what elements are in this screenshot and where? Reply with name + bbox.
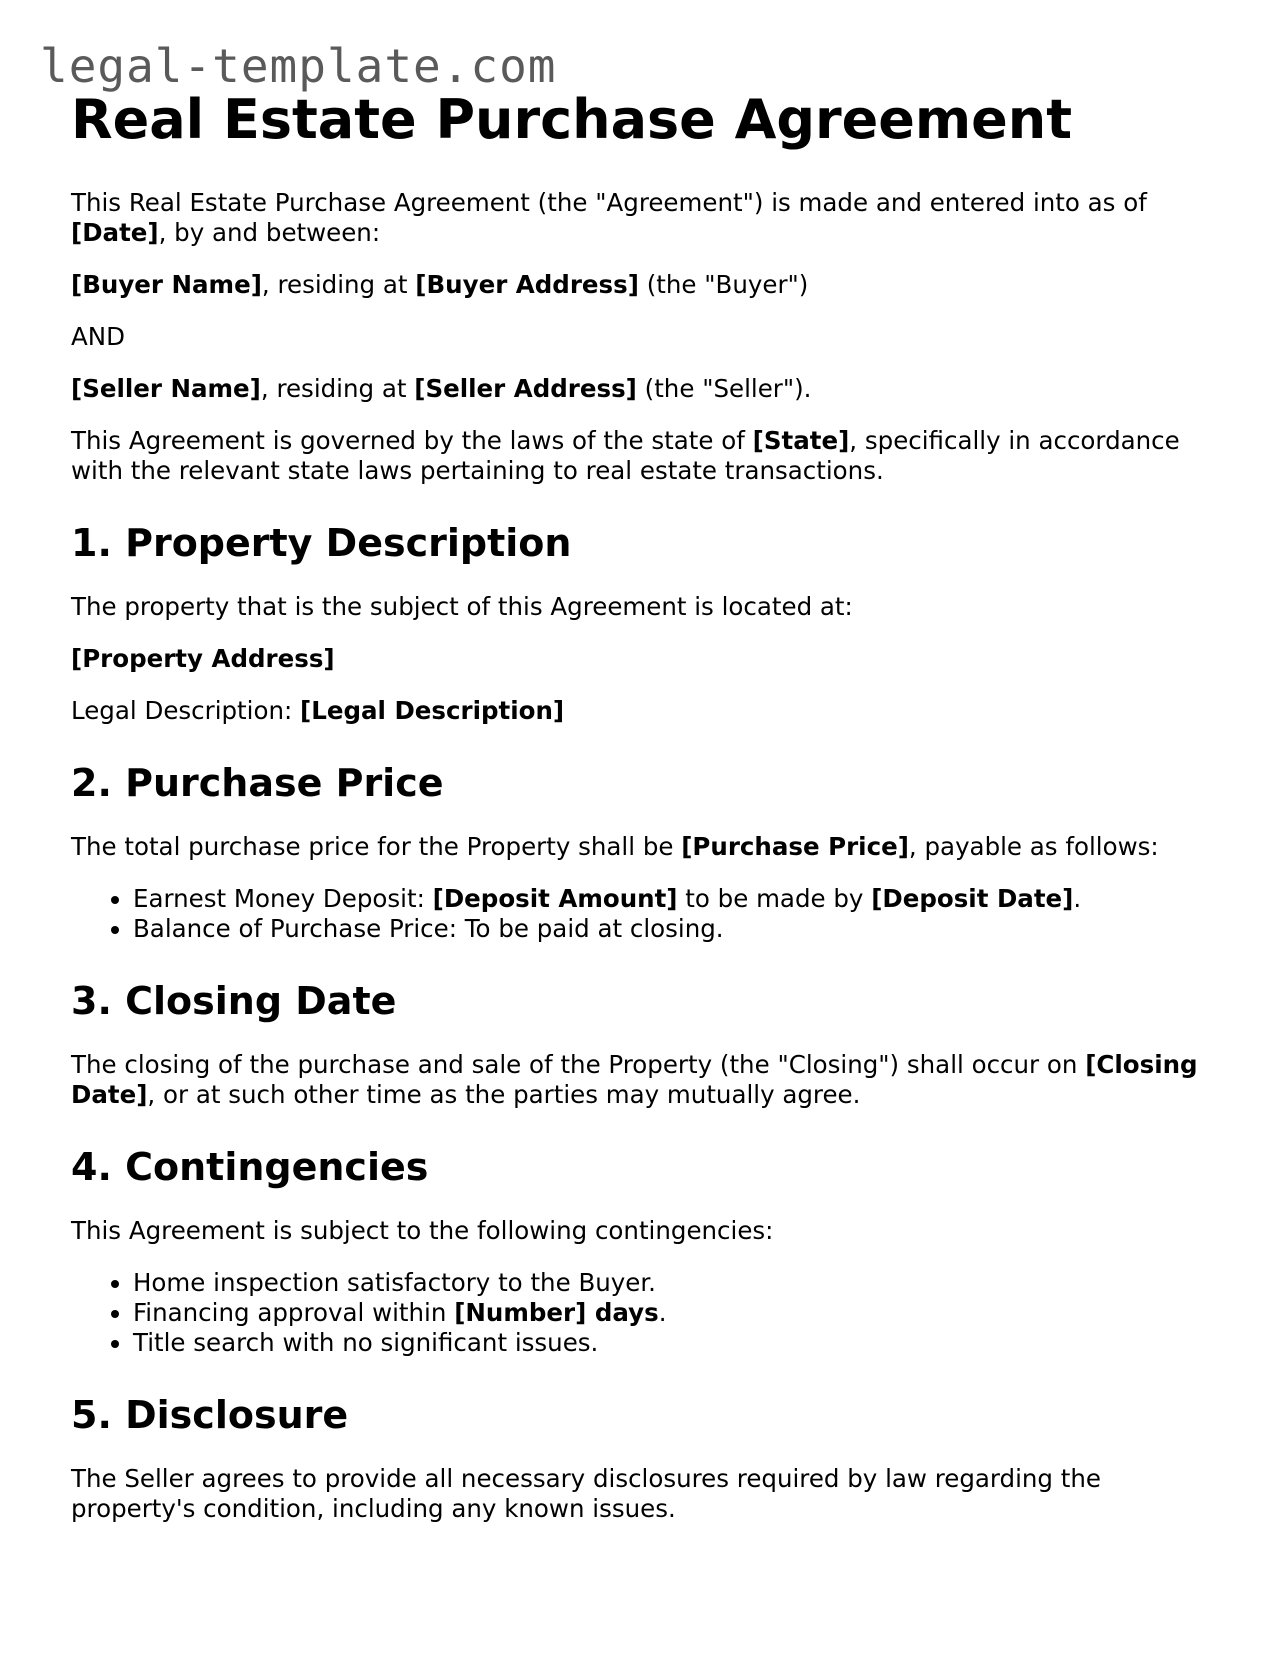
seller-text: , residing at	[260, 374, 415, 403]
watermark: legal-template.com	[40, 39, 557, 93]
deposit-date-placeholder: [Deposit Date]	[871, 884, 1074, 913]
disclosure-text: The Seller agrees to provide all necessary disclosures required by law regarding the property's condition, including any known issues.	[71, 1464, 1101, 1523]
contingencies-text: This Agreement is subject to the following contingencies:	[71, 1216, 774, 1245]
closing-date-placeholder: [Closing Date]	[71, 1050, 1198, 1109]
price-text: The total purchase price for the Property shall be	[71, 832, 682, 861]
price-paragraph	[71, 832, 1221, 862]
list-item	[133, 884, 1221, 914]
property-text: The property that is the subject of this Agreement is located at:	[71, 592, 853, 621]
buyer-label: (the "Buyer")	[638, 270, 809, 299]
intro-text: This Real Estate Purchase Agreement (the "Agreement") is made and entered into as of	[71, 188, 1147, 217]
deposit-text: to be made by	[677, 884, 872, 913]
deposit-label: Earnest Money Deposit:	[133, 884, 433, 913]
law-text: This Agreement is governed by the laws of the state of	[71, 426, 753, 455]
intro-paragraph	[71, 188, 1221, 248]
buyer-text: , residing at	[261, 270, 416, 299]
buyer-paragraph	[71, 270, 1221, 300]
law-text-end: , specifically in accordance with the relevant state laws pertaining to real estate transactions.	[71, 426, 1180, 485]
list-item: • Home inspection satisfactory to the Buyer.	[133, 1268, 1221, 1298]
list-item	[133, 1298, 1221, 1328]
document-body	[71, 88, 1221, 1546]
seller-address-placeholder: [Seller Address]	[414, 374, 637, 403]
legal-description-paragraph	[71, 696, 1221, 726]
page-title: Real Estate Purchase Agreement	[71, 88, 1073, 151]
deposit-amount-placeholder: [Deposit Amount]	[432, 884, 678, 913]
section-heading-property: 1. Property Description	[71, 521, 572, 565]
legal-description-label: Legal Description:	[71, 696, 301, 725]
deposit-end: .	[1073, 884, 1082, 913]
closing-text: The closing of the purchase and sale of the Property (the "Closing") shall occur on	[71, 1050, 1086, 1079]
purchase-price-placeholder: [Purchase Price]	[681, 832, 909, 861]
contingencies-list	[71, 1268, 1221, 1358]
and-paragraph: AND	[71, 322, 125, 351]
intro-text-end: , by and between:	[158, 218, 381, 247]
payment-list	[71, 884, 1221, 944]
seller-label: (the "Seller").	[636, 374, 812, 403]
closing-text-end: , or at such other time as the parties may mutually agree.	[147, 1080, 861, 1109]
financing-end: .	[658, 1298, 667, 1327]
list-item: • Title search with no significant issues.	[133, 1328, 1221, 1358]
financing-text: Financing approval within	[133, 1298, 455, 1327]
section-heading-price: 2. Purchase Price	[71, 761, 444, 805]
property-address-placeholder: [Property Address]	[71, 644, 335, 673]
seller-paragraph	[71, 374, 1221, 404]
list-item: • Balance of Purchase Price: To be paid at closing.	[133, 914, 1221, 944]
section-heading-closing: 3. Closing Date	[71, 979, 397, 1023]
section-heading-disclosure: 5. Disclosure	[71, 1393, 349, 1437]
number-days-placeholder: [Number] days	[454, 1298, 659, 1327]
section-heading-contingencies: 4. Contingencies	[71, 1145, 429, 1189]
legal-description-placeholder: [Legal Description]	[300, 696, 565, 725]
buyer-name-placeholder: [Buyer Name]	[71, 270, 262, 299]
buyer-address-placeholder: [Buyer Address]	[415, 270, 639, 299]
closing-paragraph	[71, 1050, 1221, 1110]
date-placeholder: [Date]	[71, 218, 159, 247]
property-address-paragraph	[71, 644, 1221, 674]
price-text-end: , payable as follows:	[908, 832, 1159, 861]
governing-law-paragraph	[71, 426, 1221, 486]
seller-name-placeholder: [Seller Name]	[71, 374, 261, 403]
state-placeholder: [State]	[752, 426, 850, 455]
